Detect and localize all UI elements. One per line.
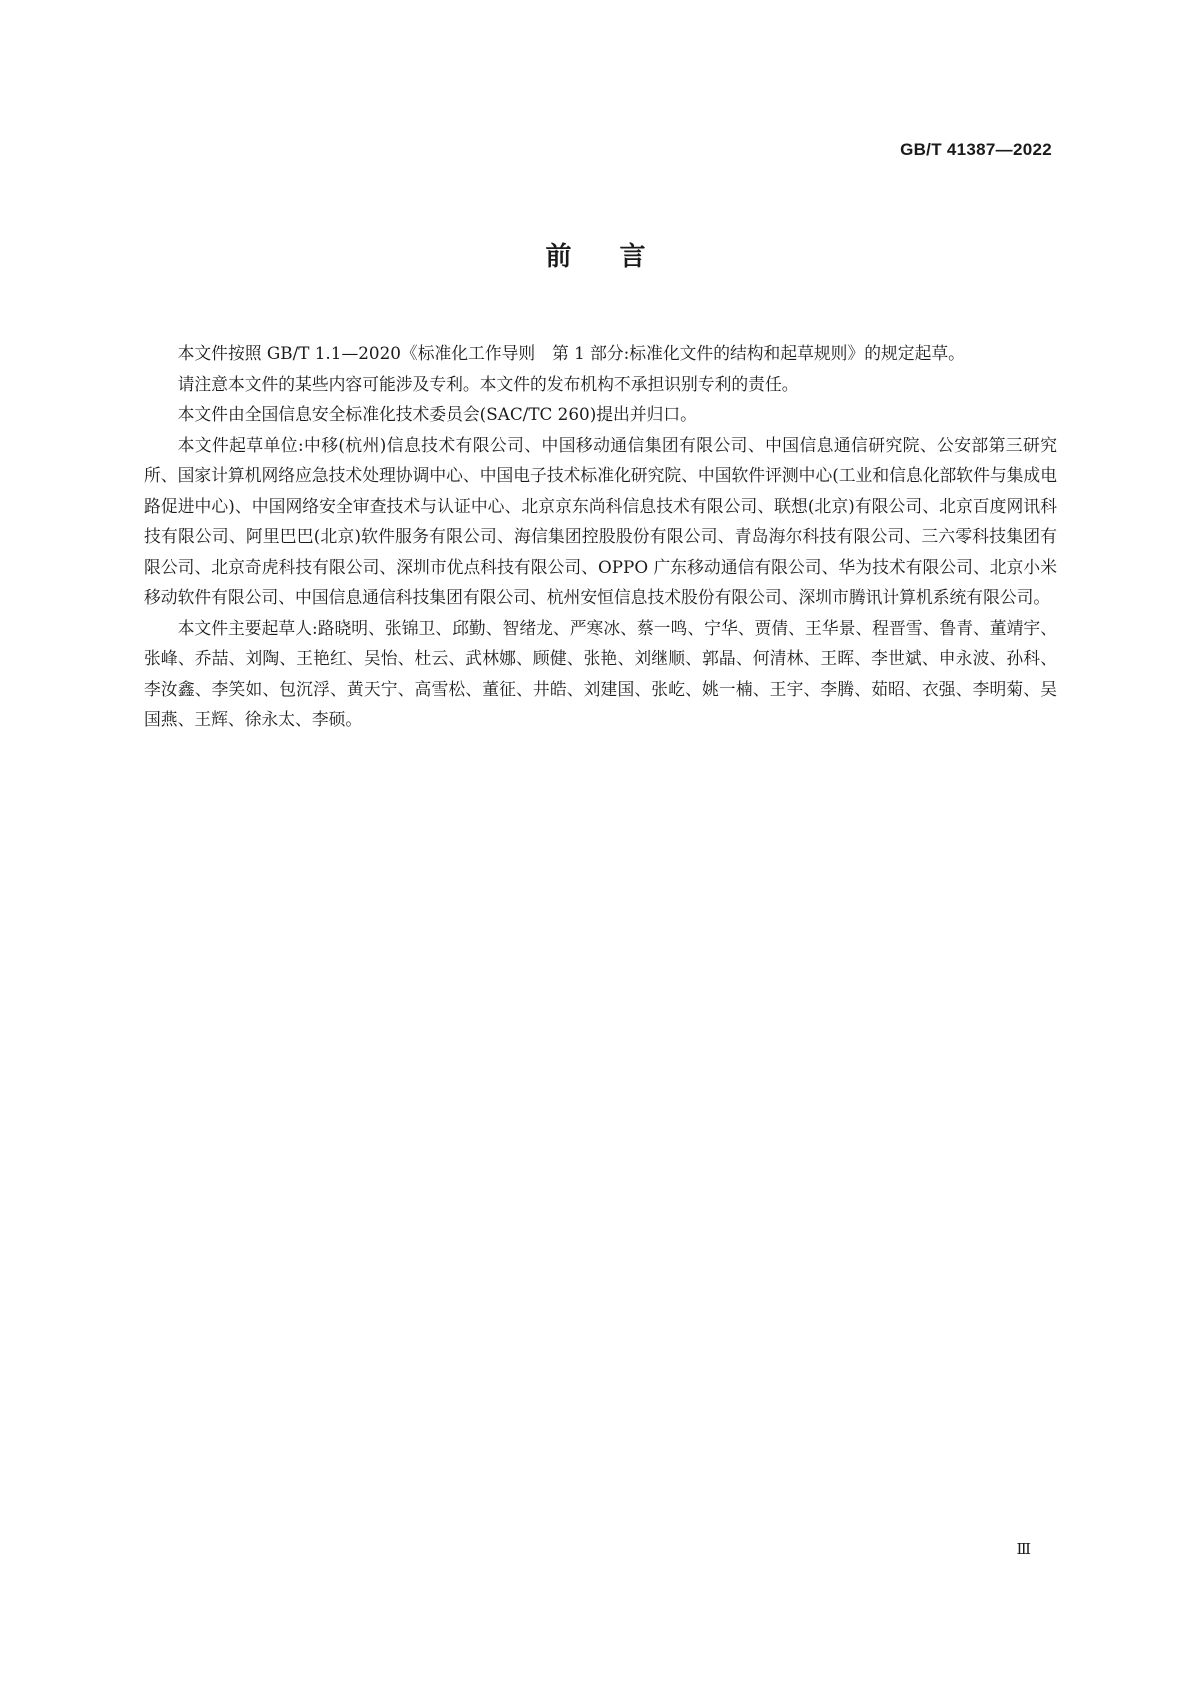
- paragraph-drafting-units: 本文件起草单位:中移(杭州)信息技术有限公司、中国移动通信集团有限公司、中国信息通信研究院、公安部第三研究所、国家计算机网络应急技术处理协调中心、中国电子技术标准化研究院、中国软件评测中心(工业和信息化部软件与集成电路促进中心)、中国网络安全审查技术与认证中心、北京京东尚科信息技术有限公司、联想(北京)有限公司、北京百度网讯科技有限公司、阿里巴巴(北京)软件服务有限公司、海信集团控股股份有限公司、青岛海尔科技有限公司、三六零科技集团有限公司、北京奇虎科技有限公司、深圳市优点科技有限公司、OPPO 广东移动通信有限公司、华为技术有限公司、北京小米移动软件有限公司、中国信息通信科技集团有限公司、杭州安恒信息技术股份有限公司、深圳市腾讯计算机系统有限公司。: [144, 434, 1057, 607]
- page-title: [0, 240, 1191, 274]
- paragraph-drafters: 本文件主要起草人:路晓明、张锦卫、邱勤、智绪龙、严寒冰、蔡一鸣、宁华、贾倩、王华景、程晋雪、鲁青、董靖宇、张峰、乔喆、刘陶、王艳红、吴怡、杜云、武林娜、顾健、张艳、刘继顺、郭晶、何清林、王晖、李世斌、申永波、孙科、李汝鑫、李笑如、包沉浮、黄天宁、高雪松、董征、井皓、刘建国、张屹、姚一楠、王宇、李腾、茹昭、衣强、李明菊、吴国燕、王辉、徐永太、李硕。: [144, 617, 1057, 729]
- title-char-1: 前: [545, 242, 572, 272]
- paragraph-drafting-rules: 本文件按照 GB/T 1.1—2020《标准化工作导则 第 1 部分:标准化文件的结构和起草规则》的规定起草。: [177, 343, 965, 363]
- foreword-body: [144, 338, 1057, 735]
- title-char-2: 言: [619, 242, 646, 272]
- paragraph-patent-notice: 请注意本文件的某些内容可能涉及专利。本文件的发布机构不承担识别专利的责任。: [177, 373, 799, 394]
- standard-code: GB/T 41387—2022: [900, 140, 1052, 159]
- page-number: Ⅲ: [1016, 1542, 1031, 1558]
- paragraph-proposer: 本文件由全国信息安全标准化技术委员会(SAC/TC 260)提出并归口。: [177, 404, 697, 424]
